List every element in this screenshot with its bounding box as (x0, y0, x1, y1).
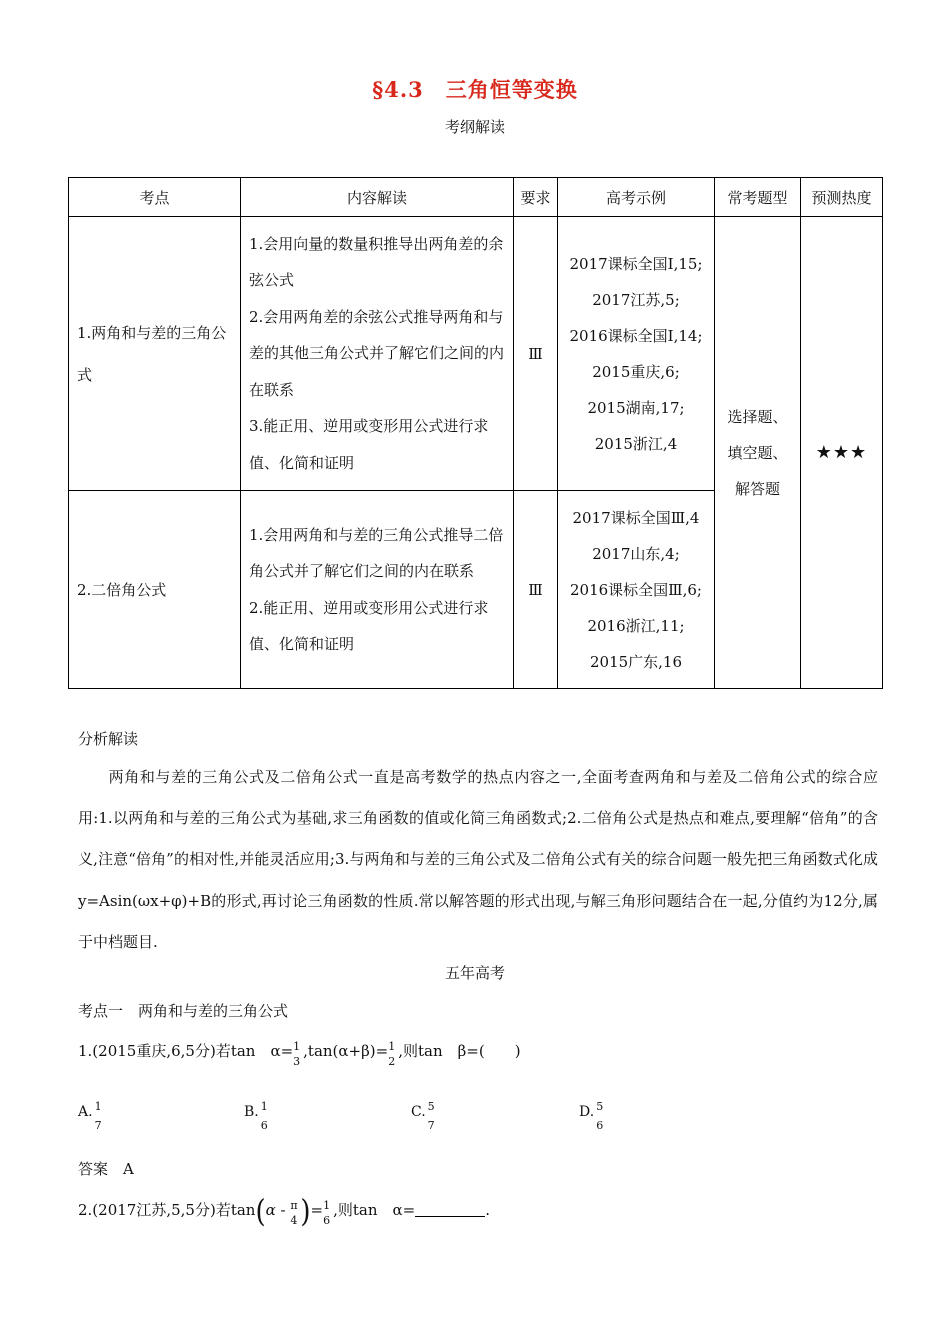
content-cell (241, 491, 514, 689)
example-item: 2015重庆,6; (592, 362, 680, 381)
question-2: 2.(2017江苏,5,5分)若tan(α - π 4 )= 1 6 ,则tan α= . (78, 1194, 491, 1230)
content-item: 2.能正用、逆用或变形用公式进行求值、化简和证明 (249, 598, 489, 653)
example-item: 2015广东,16 (589, 652, 683, 671)
content-item: 1.会用向量的数量积推导出两角差的余弦公式 (249, 234, 504, 290)
fraction: 5 7 (427, 1100, 435, 1132)
question-types-cell (715, 217, 801, 689)
topic-cell: 2.二倍角公式 (69, 491, 241, 689)
kaodian-heading: 考点一 两角和与差的三角公式 (78, 1002, 289, 1020)
example-item: 2017课标全国Ⅰ,15; (569, 254, 703, 273)
topic-cell: 1.两角和与差的三角公式 (69, 217, 241, 491)
example-item: 2017课标全国Ⅲ,4 (572, 508, 700, 527)
five-years-heading: 五年高考 (444, 964, 505, 982)
requirement-cell: Ⅲ (514, 491, 558, 689)
table-header-row (69, 178, 883, 217)
answer-line: 答案 A (78, 1160, 134, 1178)
examples-cell (558, 491, 715, 689)
fraction: 5 6 (596, 1100, 604, 1132)
question-1: 1.(2015重庆,6,5分)若tan α= 1 3 ,tan(α+β)= 1 2 ,则tan β=( ) (78, 1040, 521, 1068)
syllabus-table (68, 177, 883, 689)
fraction: 1 6 (260, 1100, 268, 1132)
option-a: A. 1 7 (78, 1100, 107, 1120)
content-item: 2.会用两角差的余弦公式推导两角和与差的其他三角公式并了解它们之间的内在联系 (249, 307, 505, 399)
table-row (69, 217, 883, 491)
analysis-heading: 分析解读 (78, 730, 139, 748)
option-d: D. 5 6 (579, 1100, 608, 1120)
header-cell: 要求 (514, 178, 558, 217)
requirement-cell: Ⅲ (514, 217, 558, 491)
header-cell: 内容解读 (241, 178, 514, 217)
example-item: 2015浙江,4 (594, 434, 678, 453)
heat-rating: ★★★ (801, 217, 883, 689)
examples-cell (558, 217, 715, 491)
page-title: §4.3 三角恒等变换 (372, 77, 578, 102)
section-subtitle: 考纲解读 (444, 118, 505, 136)
type-item: 解答题 (734, 479, 780, 498)
example-item: 2017山东,4; (592, 544, 680, 563)
analysis-paragraph: 两角和与差的三角公式及二倍角公式一直是高考数学的热点内容之一,全面考查两角和与差及二倍角公式的综合应用:1.以两角和与差的三角公式为基础,求三角函数的值或化简三角函数式;2.二倍角公式是热点和难点,要理解“倍角”的含义,注意“倍角”的相对性,并能灵活应用;3.与两角和与差的三角公式及二倍角公式有关的综合问题一般先把三角函数式化成y=Asin(ωx+φ)+B的形式,再讨论三角函数的性质.常以解答题的形式出现,与解三角形问题结合在一起,分值约为12分,属于中档题目. (78, 768, 878, 951)
example-item: 2016浙江,11; (587, 616, 685, 635)
header-cell: 高考示例 (558, 178, 715, 217)
header-cell: 预测热度 (801, 178, 883, 217)
fraction: 1 3 (293, 1040, 301, 1068)
fraction: π 4 (290, 1199, 298, 1227)
option-b: B. 1 6 (244, 1100, 273, 1120)
answer-blank[interactable] (415, 1202, 485, 1217)
content-item: 1.会用两角和与差的三角公式推导二倍角公式并了解它们之间的内在联系 (249, 525, 504, 580)
fraction: 1 2 (388, 1040, 396, 1068)
example-item: 2015湖南,17; (587, 398, 685, 417)
content-cell (241, 217, 514, 491)
header-cell: 常考题型 (715, 178, 801, 217)
example-item: 2017江苏,5; (592, 290, 680, 309)
fraction: 1 7 (94, 1100, 102, 1132)
fraction: 1 6 (323, 1199, 331, 1227)
example-item: 2016课标全国Ⅲ,6; (569, 580, 702, 599)
header-cell: 考点 (69, 178, 241, 217)
content-item: 3.能正用、逆用或变形用公式进行求值、化简和证明 (249, 417, 489, 472)
type-item: 选择题、 (727, 407, 788, 426)
example-item: 2016课标全国Ⅰ,14; (569, 326, 703, 345)
option-c: C. 5 7 (411, 1100, 440, 1120)
type-item: 填空题、 (727, 443, 788, 462)
